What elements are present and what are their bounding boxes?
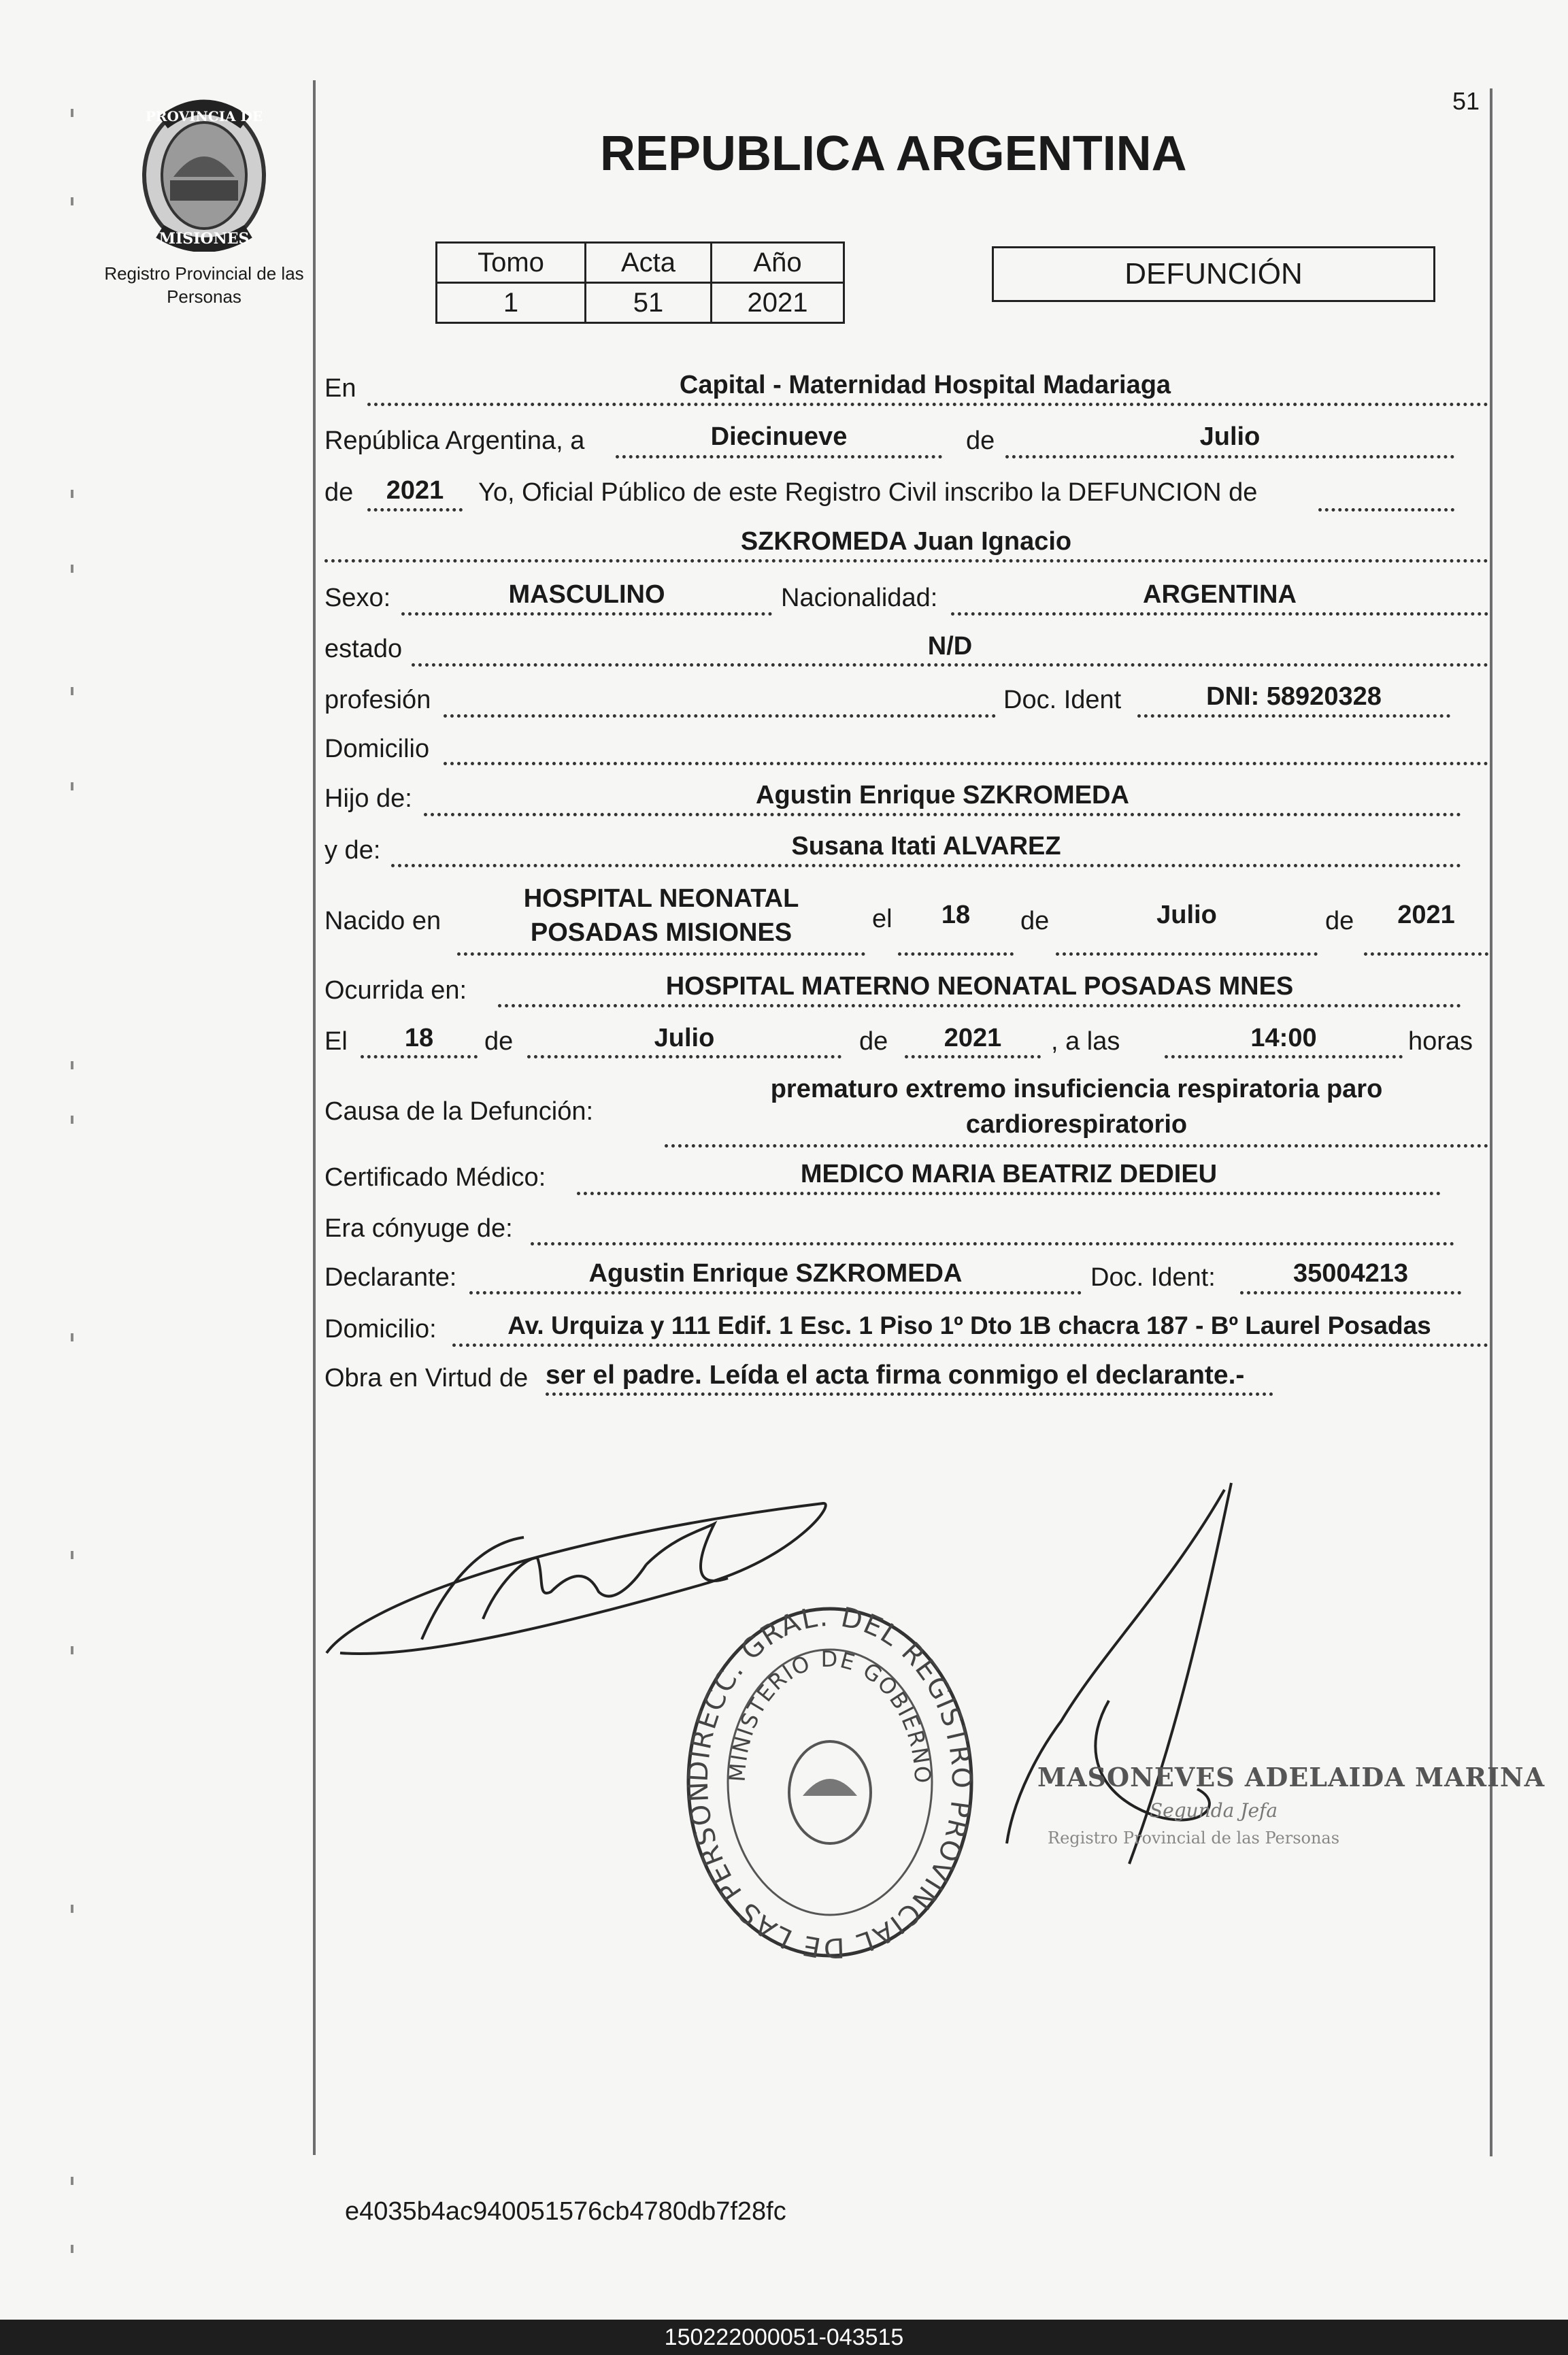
death-de2: de <box>859 1027 888 1056</box>
death-time: 14:00 <box>1250 1024 1317 1052</box>
declarante-line <box>469 1291 1082 1295</box>
acta-table <box>435 241 845 324</box>
causa-line <box>665 1144 1488 1148</box>
profesion-label: profesión <box>324 686 431 714</box>
year-value: 2021 <box>386 476 444 505</box>
death-time-line <box>1165 1055 1403 1058</box>
name-value: SZKROMEDA Juan Ignacio <box>740 527 1072 556</box>
birth-month-line <box>1056 952 1318 956</box>
domicilio2-label: Domicilio: <box>324 1315 437 1343</box>
sexo-value: MASCULINO <box>508 580 665 609</box>
death-de1: de <box>484 1027 514 1056</box>
cert-value: MEDICO MARIA BEATRIZ DEDIEU <box>800 1160 1218 1188</box>
death-month-line <box>527 1055 841 1058</box>
nacido-value-1: HOSPITAL NEONATAL <box>523 884 799 913</box>
decl-doc-label: Doc. Ident: <box>1090 1263 1216 1292</box>
death-month: Julio <box>654 1024 715 1052</box>
nacionalidad-value: ARGENTINA <box>1143 580 1297 609</box>
registry-stamp <box>680 1605 980 1959</box>
death-year: 2021 <box>944 1024 1002 1052</box>
en-value: Capital - Maternidad Hospital Madariaga <box>679 371 1171 399</box>
birth-day-line <box>898 952 1014 956</box>
doc-type-box: DEFUNCIÓN <box>992 246 1435 302</box>
nacido-value-2: POSADAS MISIONES <box>530 918 793 947</box>
svg-text:DIRECC. GRAL. DEL REGISTRO PRO: DIRECC. GRAL. DEL REGISTRO PROVINCIAL DE LAS PERSON <box>682 1605 978 1959</box>
birth-month: Julio <box>1156 901 1217 929</box>
el-label: el <box>872 905 893 933</box>
domicilio2-value: Av. Urquiza y 111 Edif. 1 Esc. 1 Piso 1º Dto 1B chacra 187 - Bº Laurel Posadas <box>507 1312 1431 1339</box>
country-title: REPUBLICA ARGENTINA <box>600 127 1187 181</box>
month-value: Julio <box>1199 422 1261 451</box>
hijo-value: Agustin Enrique SZKROMEDA <box>756 781 1129 809</box>
obra-line <box>546 1392 1273 1396</box>
death-day: 18 <box>404 1024 434 1052</box>
estado-label: estado <box>324 635 403 663</box>
conyuge-label: Era cónyuge de: <box>324 1214 513 1243</box>
hijo-label: Hijo de: <box>324 784 412 813</box>
official-stamp-name: MASONEVES ADELAIDA MARINA <box>1037 1762 1546 1792</box>
acta-header-acta: Acta <box>586 243 712 283</box>
doc-ident-line <box>1137 714 1450 718</box>
yde-value: Susana Itati ALVAREZ <box>791 832 1061 861</box>
nacionalidad-line <box>951 612 1488 616</box>
nacionalidad-label: Nacionalidad: <box>781 584 938 612</box>
doc-ident-value: DNI: 58920328 <box>1206 682 1382 711</box>
footer-code: 150222000051-043515 <box>0 2320 1568 2355</box>
causa-value-1: prematuro extremo insuficiencia respiratoria paro <box>770 1075 1383 1103</box>
svg-text:MINISTERIO DE GOBIERNO: MINISTERIO DE GOBIERNO <box>724 1646 936 1786</box>
document-hash: e4035b4ac940051576cb4780db7f28fc <box>345 2197 786 2226</box>
hijo-line <box>424 813 1461 816</box>
acta-header-tomo: Tomo <box>437 243 586 283</box>
el2-label: El <box>324 1027 348 1056</box>
registry-name: Registro Provincial de las Personas <box>104 263 304 307</box>
acta-value-anio: 2021 <box>712 283 844 323</box>
right-border-line <box>1490 88 1492 2156</box>
death-year-line <box>905 1055 1041 1058</box>
declarante-label: Declarante: <box>324 1263 457 1292</box>
year-prefix: de <box>324 478 354 507</box>
domicilio-line <box>444 762 1488 765</box>
ocurrida-value: HOSPITAL MATERNO NEONATAL POSADAS MNES <box>665 972 1294 1001</box>
de-label: de <box>966 427 995 455</box>
nacido-line <box>457 952 865 956</box>
acta-value-tomo: 1 <box>437 283 586 323</box>
obra-value: ser el padre. Leída el acta firma conmigo el declarante.- <box>546 1360 1245 1390</box>
name-line <box>324 559 1488 563</box>
doc-ident-label: Doc. Ident <box>1003 686 1122 714</box>
left-border-line <box>313 80 316 2155</box>
month-line <box>1005 455 1454 458</box>
birth-de1: de <box>1020 907 1050 935</box>
estado-line <box>412 663 1488 667</box>
day-line <box>616 455 942 458</box>
profesion-line <box>444 714 996 718</box>
inscribo-line <box>1318 508 1454 512</box>
estado-value: N/D <box>927 632 973 661</box>
nacido-label: Nacido en <box>324 907 441 935</box>
provincial-seal <box>133 95 276 252</box>
declarante-value: Agustin Enrique SZKROMEDA <box>588 1259 963 1288</box>
en-line <box>367 403 1488 406</box>
death-day-line <box>361 1055 478 1058</box>
ocurrida-line <box>498 1004 1461 1007</box>
decl-doc-line <box>1240 1291 1461 1295</box>
cert-line <box>577 1192 1441 1195</box>
domicilio-label: Domicilio <box>324 735 430 763</box>
svg-text:MISIONES: MISIONES <box>159 230 250 248</box>
ocurrida-label: Ocurrida en: <box>324 976 467 1005</box>
acta-value-acta: 51 <box>586 283 712 323</box>
page-number: 51 <box>1452 87 1480 115</box>
acta-header-anio: Año <box>712 243 844 283</box>
birth-year-line <box>1364 952 1488 956</box>
yde-line <box>391 864 1461 867</box>
official-stamp-office: Registro Provincial de las Personas <box>1048 1828 1340 1848</box>
obra-label: Obra en Virtud de <box>324 1364 529 1392</box>
official-stamp-role: Segunda Jefa <box>1150 1799 1278 1822</box>
birth-day: 18 <box>941 901 971 929</box>
birth-year: 2021 <box>1397 901 1455 929</box>
alas-label: , a las <box>1051 1027 1120 1056</box>
birth-de2: de <box>1325 907 1354 935</box>
day-value: Diecinueve <box>710 422 848 451</box>
svg-text:PROVINCIA DE: PROVINCIA DE <box>145 108 263 124</box>
en-label: En <box>324 374 356 403</box>
domicilio2-line <box>452 1343 1488 1347</box>
conyuge-line <box>531 1242 1454 1246</box>
sexo-line <box>401 612 772 616</box>
republica-label: República Argentina, a <box>324 427 585 455</box>
decl-doc-value: 35004213 <box>1292 1259 1409 1288</box>
causa-value-2: cardiorespiratorio <box>965 1110 1188 1139</box>
horas-label: horas <box>1408 1027 1473 1056</box>
cert-label: Certificado Médico: <box>324 1163 546 1192</box>
sexo-label: Sexo: <box>324 584 391 612</box>
yde-label: y de: <box>324 836 381 865</box>
inscribo-text: Yo, Oficial Público de este Registro Civil inscribo la DEFUNCION de <box>478 478 1258 507</box>
causa-label: Causa de la Defunción: <box>324 1097 594 1126</box>
year-line <box>367 508 463 512</box>
